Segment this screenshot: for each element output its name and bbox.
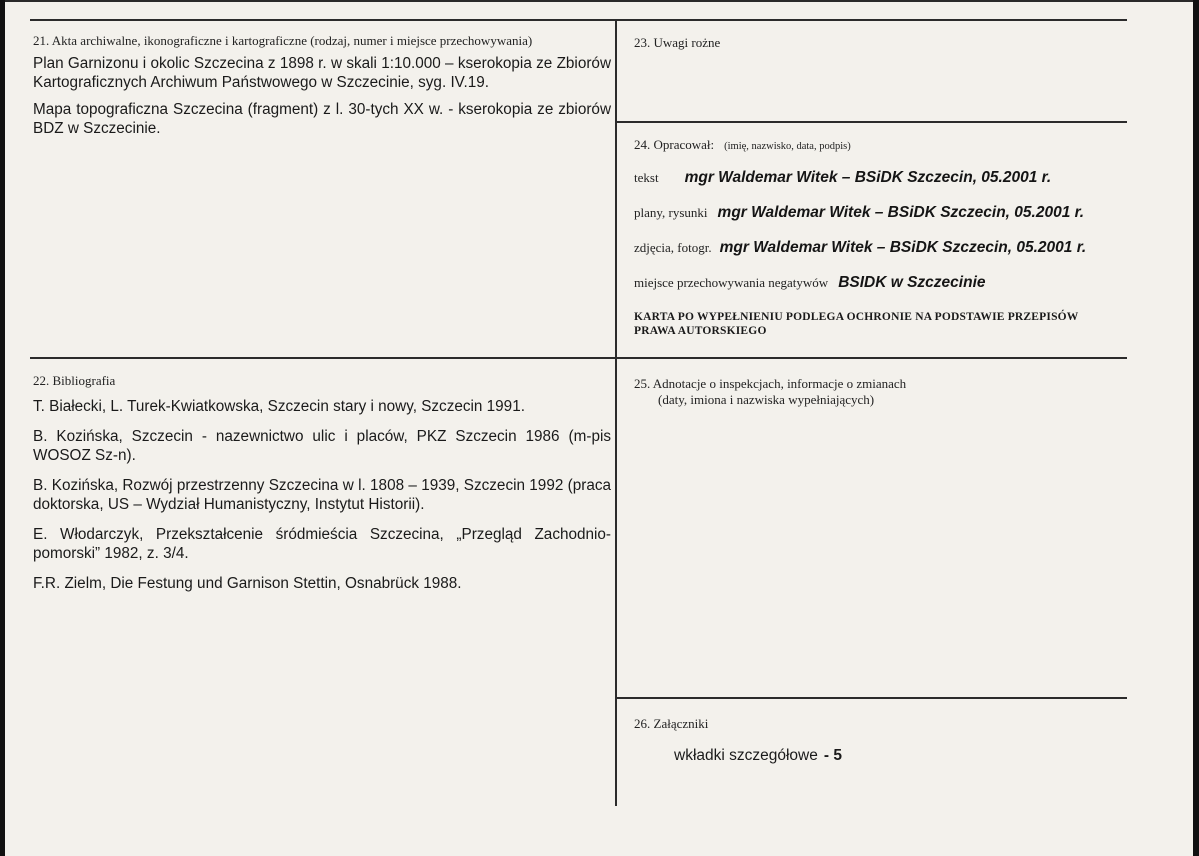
middle-rule xyxy=(30,357,1127,359)
attachments-item-label: wkładki szczegółowe xyxy=(674,747,818,764)
author-row-label: zdjęcia, fotogr. xyxy=(634,240,712,255)
author-row-value: mgr Waldemar Witek – BSiDK Szczecin, 05.2001 r. xyxy=(684,169,1052,186)
copyright-notice-line: KARTA PO WYPEŁNIENIU PODLEGA OCHRONIE NA PODSTAWIE PRZEPISÓW xyxy=(634,311,1079,323)
section-21-paragraph: Plan Garnizonu i okolic Szczecina z 1898 r. w skali 1:10.000 – kserokopia ze Zbiorów Kartograficznych Archiwum Państwowego w Szczecinie, syg. IV.19. xyxy=(33,55,611,91)
attachments-item-value: - 5 xyxy=(823,747,842,764)
author-row-value: mgr Waldemar Witek – BSiDK Szczecin, 05.2001 r. xyxy=(717,204,1085,221)
top-rule xyxy=(30,19,1127,21)
section-23-title: 23. Uwagi rożne xyxy=(634,35,721,50)
author-row-label: tekst xyxy=(634,170,659,185)
section-22 xyxy=(33,373,611,593)
section-21 xyxy=(33,33,611,138)
bibliography-entry: E. Włodarczyk, Przekształcenie śródmieścia Szczecina, „Przegląd Zachodnio-pomorski” 1982, z. 3/4. xyxy=(33,526,611,562)
page-top-edge xyxy=(0,0,1199,2)
section-24-title: 24. Opracował: xyxy=(634,137,715,152)
bibliography-entry: F.R. Zielm, Die Festung und Garnison Stettin, Osnabrück 1988. xyxy=(33,575,462,592)
page-left-edge xyxy=(0,0,5,856)
author-row-text xyxy=(634,169,1051,187)
author-row-value: mgr Waldemar Witek – BSiDK Szczecin, 05.2001 r. xyxy=(719,239,1087,256)
section-25 xyxy=(634,376,906,408)
section-21-paragraph: Mapa topograficzna Szczecina (fragment) z l. 30-tych XX w. - kserokopia ze zbiorów BDZ w Szczecinie. xyxy=(33,101,611,137)
author-row-photos xyxy=(634,239,1086,257)
section-24-header xyxy=(634,136,851,154)
bibliography-entry: B. Kozińska, Szczecin - nazewnictwo ulic i placów, PKZ Szczecin 1986 (m-pis WOSOZ Sz-n). xyxy=(33,428,611,464)
author-row-label: plany, rysunki xyxy=(634,205,708,220)
copyright-notice xyxy=(634,310,1079,338)
section-21-title: 21. Akta archiwalne, ikonograficzne i kartograficzne (rodzaj, numer i miejsce przechowywania) xyxy=(33,33,533,48)
author-row-label: miejsce przechowywania negatywów xyxy=(634,275,829,290)
bibliography-entry: T. Białecki, L. Turek-Kwiatkowska, Szczecin stary i nowy, Szczecin 1991. xyxy=(33,398,525,415)
attachments-item xyxy=(674,747,842,765)
section-24-hint: (imię, nazwisko, data, podpis) xyxy=(724,141,851,152)
page-right-edge xyxy=(1193,0,1199,856)
author-row-plans xyxy=(634,204,1084,222)
copyright-notice-line: PRAWA AUTORSKIEGO xyxy=(634,325,767,337)
author-row-negatives xyxy=(634,274,986,292)
section-25-subtitle: (daty, imiona i nazwiska wypełniających) xyxy=(658,392,875,407)
rule-25-26 xyxy=(617,697,1127,699)
section-22-title: 22. Bibliografia xyxy=(33,373,116,388)
section-25-title: 25. Adnotacje o inspekcjach, informacje o zmianach xyxy=(634,376,907,391)
bibliography-entry: B. Kozińska, Rozwój przestrzenny Szczecina w l. 1808 – 1939, Szczecin 1992 (praca doktorska, US – Wydział Humanistyczny, Instytut Historii). xyxy=(33,477,611,513)
section-26-title: 26. Załączniki xyxy=(634,716,709,731)
rule-23-24 xyxy=(617,121,1127,123)
column-divider xyxy=(615,19,617,806)
author-row-value: BSIDK w Szczecinie xyxy=(838,274,986,291)
